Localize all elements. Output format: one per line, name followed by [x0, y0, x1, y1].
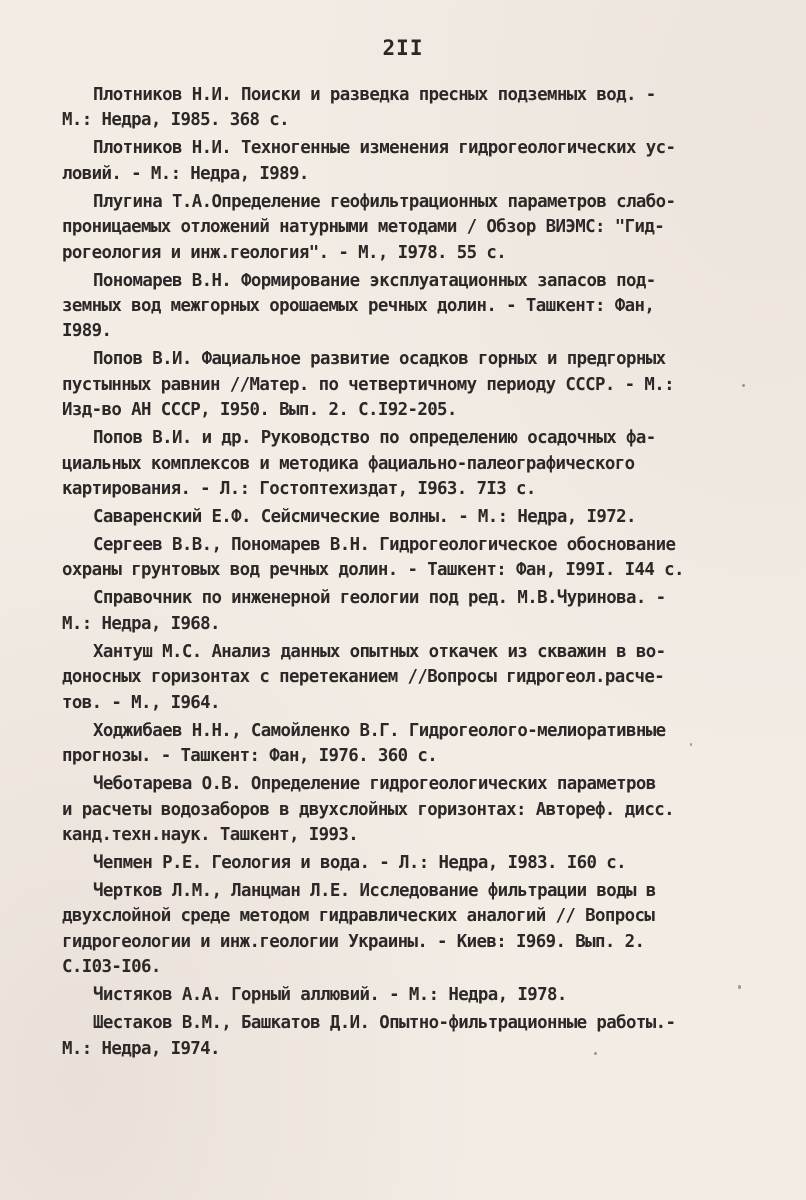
reference-line: Плотников Н.И. Поиски и разведка пресных подземных вод. - [93, 85, 656, 105]
reference-line: Шестаков В.М., Башкатов Д.И. Опытно-фильтрационные работы.- [93, 1013, 676, 1034]
reference-entry [62, 1011, 726, 1062]
scan-speck [738, 985, 741, 989]
reference-entry [62, 772, 726, 848]
reference-line: проницаемых отложений натурными методами / Обзор ВИЭМС: "Гид- [62, 217, 665, 238]
reference-line: Хантуш М.С. Анализ данных опытных откачек из скважин в во- [93, 641, 666, 662]
reference-line: Чертков Л.М., Ланцман Л.Е. Исследование фильтрации воды в [93, 880, 656, 901]
reference-line: циальных комплексов и методика фациально-палеографического [62, 453, 635, 474]
reference-line: I989. [62, 321, 112, 342]
reference-line: Ходжибаев Н.Н., Самойленко В.Г. Гидрогеолого-мелиоративные [93, 720, 666, 741]
reference-entry [62, 586, 726, 637]
scan-speck [594, 1052, 597, 1055]
reference-line: земных вод межгорных орошаемых речных долин. - Ташкент: Фан, [62, 296, 655, 317]
reference-line: тов. - М., I964. [62, 692, 220, 713]
reference-line: М.: Недра, I968. [62, 613, 220, 634]
reference-line: доносных горизонтах с перетеканием //Вопросы гидрогеол.расче- [62, 667, 665, 688]
reference-line: М.: Недра, I974. [62, 1038, 220, 1059]
reference-line: Плотников Н.И. Техногенные изменения гидрогеологических ус- [93, 138, 676, 159]
page-number: 2II [382, 36, 424, 60]
reference-line: М.: Недра, I985. 368 с. [62, 110, 290, 131]
reference-entry [62, 269, 726, 345]
reference-entry [62, 190, 726, 266]
reference-line: Саваренский Е.Ф. Сейсмические волны. - М.: Недра, I972. [93, 507, 636, 528]
reference-line: Сергеев В.В., Пономарев В.Н. Гидрогеологическое обоснование [93, 535, 676, 556]
reference-entry [62, 640, 726, 716]
reference-entry [62, 347, 726, 423]
reference-line: Чепмен Р.Е. Геология и вода. - Л.: Недра, I983. I60 с. [93, 852, 626, 873]
scan-speck [690, 743, 692, 746]
reference-entry [62, 983, 726, 1008]
reference-line: и расчеты водозаборов в двухслойных горизонтах: Автореф. дисс. [62, 799, 674, 820]
reference-line: Попов В.И. и др. Руководство по определению осадочных фа- [93, 428, 656, 449]
reference-entry [62, 83, 726, 134]
reference-line: Плугина Т.А.Определение геофильтрационных параметров слабо- [93, 191, 676, 212]
reference-line: Справочник по инженерной геологии под ред. М.В.Чуринова. - [93, 588, 666, 609]
reference-line: картирования. - Л.: Гостоптехиздат, I963. 7I3 с. [62, 479, 536, 500]
reference-entry [62, 533, 726, 584]
reference-line: охраны грунтовых вод речных долин. - Ташкент: Фан, I99I. I44 с. [62, 560, 684, 581]
reference-entry [62, 851, 726, 876]
reference-line: прогнозы. - Ташкент: Фан, I976. 360 с. [62, 746, 438, 767]
reference-entry [62, 136, 726, 187]
reference-line: С.I03-I06. [62, 957, 161, 978]
reference-line: Пономарев В.Н. Формирование эксплуатационных запасов под- [93, 270, 656, 291]
reference-line: рогеология и инж.геология". - М., I978. 55 с. [62, 242, 507, 263]
scan-speck [742, 384, 745, 387]
reference-line: Чеботарева О.В. Определение гидрогеологических параметров [93, 774, 656, 795]
reference-line: гидрогеологии и инж.геологии Украины. - Киев: I969. Вып. 2. [62, 931, 645, 952]
reference-line: Изд-во АН СССР, I950. Вып. 2. С.I92-205. [62, 400, 457, 421]
reference-line: Чистяков А.А. Горный аллювий. - М.: Недра, I978. [93, 985, 567, 1006]
reference-list [62, 83, 726, 1065]
reference-line: канд.техн.наук. Ташкент, I993. [62, 824, 359, 845]
reference-entry [62, 505, 726, 530]
reference-line: ловий. - М.: Недра, I989. [62, 163, 309, 184]
reference-line: пустынных равнин //Матер. по четвертичному периоду СССР. - М.: [62, 374, 674, 395]
reference-entry [62, 719, 726, 770]
reference-entry [62, 879, 726, 981]
reference-line: двухслойной среде методом гидравлических аналогий // Вопросы [62, 906, 655, 927]
reference-line: Попов В.И. Фациальное развитие осадков горных и предгорных [93, 349, 666, 370]
reference-entry [62, 426, 726, 502]
